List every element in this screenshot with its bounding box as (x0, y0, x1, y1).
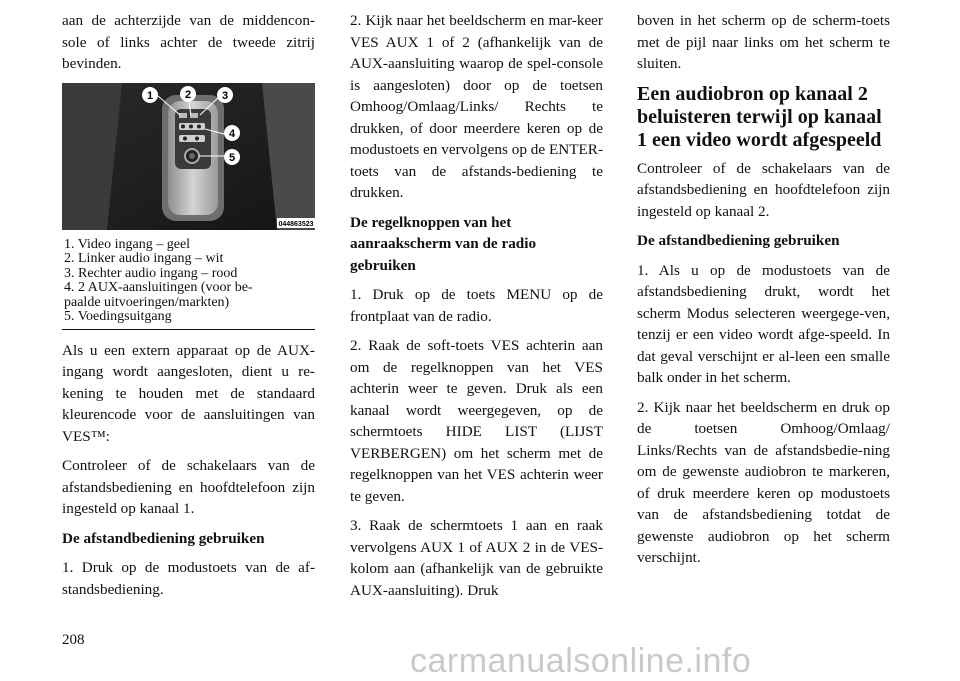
section-title: Een audiobron op kanaal 2 beluisteren terwijl op kanaal 1 een video wordt afgespeeld (637, 82, 882, 151)
site-watermark: carmanualsonline.info (410, 642, 752, 680)
caption-line: 2. Linker audio ingang – wit (64, 251, 224, 266)
callout-2: 2 (184, 88, 192, 101)
callout-1: 1 (146, 89, 154, 102)
intro-paragraph: aan de achterzijde van de middencon-sole of links achter de tweede zitrij bevinden. (62, 12, 315, 72)
paragraph: 1. Druk op de toets MENU op de frontplaat van de radio. (350, 286, 603, 325)
section-heading: De afstandbediening gebruiken (637, 232, 840, 249)
paragraph: Als u een extern apparaat op de AUX-ingang wordt aangesloten, dient u re-kening te houden met de standaard kleurencode voor de aansluitingen van VES™: (62, 341, 315, 445)
page-number: 208 (62, 632, 85, 648)
caption-line: 3. Rechter audio ingang – rood (64, 265, 238, 281)
column-left (62, 10, 315, 608)
figure-caption (62, 238, 315, 330)
paragraph: boven in het scherm op de scherm-toets met de pijl naar links om het scherm te sluiten. (637, 12, 890, 72)
paragraph: Controleer of de schakelaars van de afstandsbediening en hoofdtelefoon zijn ingesteld op kanaal 2. (637, 159, 890, 220)
paragraph: 3. Raak de schermtoets 1 aan en raak vervolgens AUX 1 of AUX 2 in de VES-kolom aan (afhankelijk van de gebruikte AUX-aansluiting). Druk (350, 517, 603, 599)
aux-panel-illustration (62, 83, 315, 230)
column-right (637, 10, 890, 577)
caption-line: 5. Voedingsuitgang (64, 309, 172, 324)
callout-5: 5 (228, 151, 236, 164)
paragraph: 2. Raak de soft-toets VES achterin aan om de regelknoppen van het VES achterin weer te geven. Druk als een kanaal wordt weergegeven, op de schermtoets HIDE LIST (LIJST VERBERGEN) om het scherm met de regelknoppen van het VES achterin weer te geven. (350, 337, 603, 505)
column-middle (350, 10, 603, 609)
caption-line: paalde uitvoeringen/markten) (64, 294, 230, 310)
caption-line: 1. Video ingang – geel (64, 236, 191, 252)
paragraph: 1. Als u op de modustoets van de afstandsbediening drukt, wordt het scherm Modus selecteren weergege-ven, tenzij er een video wordt afge-speeld. In dat geval verschijnt er al-leen een smalle balk onder in het scherm. (637, 261, 890, 386)
callout-3: 3 (221, 89, 229, 102)
caption-line: 4. 2 AUX-aansluitingen (voor be- (64, 280, 253, 295)
paragraph: 2. Kijk naar het beeldscherm en druk op de toetsen Omhoog/Omlaag/ Links/Rechts van de afstandsbedie-ning om de gewenste audiobron te markeren, of druk meerdere keren op modustoets van de afstandsbediening totdat de gewenste audiobron op het scherm verschijnt. (637, 398, 890, 566)
aux-ports-photo (62, 83, 315, 230)
callout-4: 4 (228, 127, 236, 140)
section-heading: De regelknoppen van het aanraakscherm van de radio gebruiken (350, 213, 537, 274)
paragraph: 2. Kijk naar het beeldscherm en mar-keer VES AUX 1 of 2 (afhankelijk van de AUX-aansluiting waarop de spel-console is aangesloten) door op de toetsen Omhoog/Omlaag/Links/ Rechts te drukken, of door meerdere keren op de modustoets en vervolgens op de ENTER-toets van de afstands-bediening te drukken. (350, 12, 603, 201)
figure-code: 044863523 (278, 220, 314, 228)
paragraph: Controleer of de schakelaars van de afstandsbediening en hoofdtelefoon zijn ingesteld op kanaal 1. (62, 457, 315, 517)
paragraph: 1. Druk op de modustoets van de af-standsbediening. (62, 559, 315, 598)
section-heading: De afstandbediening gebruiken (62, 529, 265, 547)
